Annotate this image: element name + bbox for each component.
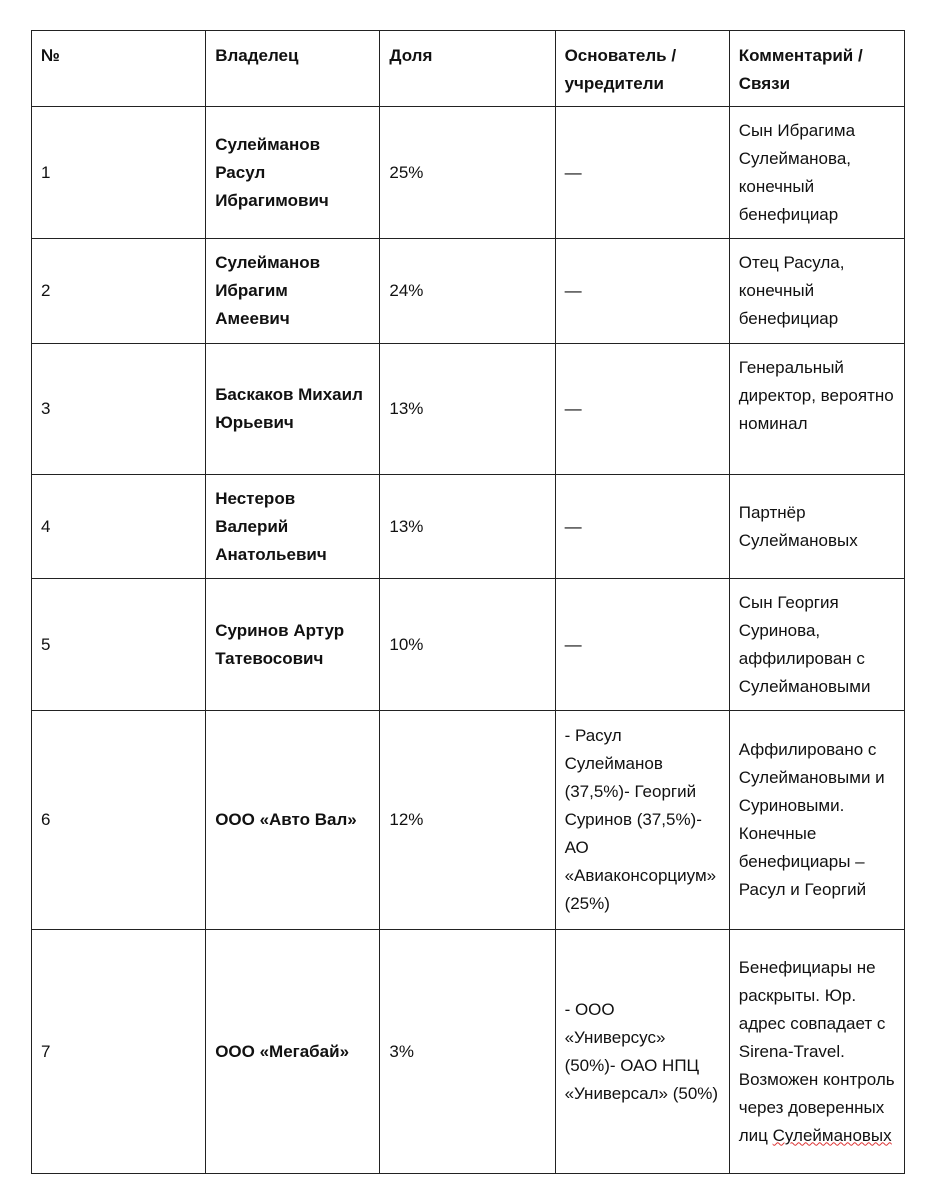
cell-num: 3	[32, 344, 206, 475]
cell-comment: Генеральный директор, вероятно номинал	[729, 344, 904, 475]
cell-comment: Сын Ибрагима Сулейманова, конечный бенефициар	[729, 107, 904, 239]
table-row	[32, 711, 905, 930]
cell-share: 10%	[380, 579, 555, 711]
cell-share: 25%	[380, 107, 555, 239]
header-comment: Комментарий / Связи	[729, 31, 904, 107]
table-row	[32, 579, 905, 711]
cell-comment	[729, 930, 904, 1174]
cell-num: 6	[32, 711, 206, 930]
cell-founder: —	[555, 475, 729, 579]
cell-owner: Сулейманов Расул Ибрагимович	[206, 107, 380, 239]
table-row	[32, 239, 905, 344]
cell-founder: —	[555, 239, 729, 344]
ownership-table-container	[31, 30, 905, 1174]
cell-owner: ООО «Мегабай»	[206, 930, 380, 1174]
cell-comment-spellcheck-word: Сулеймановых	[772, 1125, 892, 1145]
cell-num: 2	[32, 239, 206, 344]
table-header-row	[32, 31, 905, 107]
cell-share: 13%	[380, 344, 555, 475]
cell-comment-text: Бенефициары не раскрыты. Юр. адрес совпадает с Sirena-Travel. Возможен контроль через доверенных лиц	[738, 957, 895, 1145]
cell-owner: Суринов Артур Татевосович	[206, 579, 380, 711]
cell-num: 7	[32, 930, 206, 1174]
ownership-table	[31, 30, 905, 1174]
header-founder: Основатель / учредители	[555, 31, 729, 107]
header-num: №	[32, 31, 206, 107]
cell-owner: Нестеров Валерий Анатольевич	[206, 475, 380, 579]
table-row	[32, 475, 905, 579]
cell-owner: Баскаков Михаил Юрьевич	[206, 344, 380, 475]
cell-share: 12%	[380, 711, 555, 930]
cell-comment: Отец Расула, конечный бенефициар	[729, 239, 904, 344]
cell-founder: —	[555, 344, 729, 475]
cell-owner: ООО «Авто Вал»	[206, 711, 380, 930]
cell-comment: Партнёр Сулеймановых	[729, 475, 904, 579]
cell-founder: —	[555, 579, 729, 711]
cell-owner: Сулейманов Ибрагим Амеевич	[206, 239, 380, 344]
cell-founder: - Расул Сулейманов (37,5%)- Георгий Суринов (37,5%)- АО «Авиаконсорциум» (25%)	[555, 711, 729, 930]
cell-num: 4	[32, 475, 206, 579]
table-row	[32, 107, 905, 239]
cell-comment: Сын Георгия Суринова, аффилирован с Сулеймановыми	[729, 579, 904, 711]
cell-founder: —	[555, 107, 729, 239]
cell-share: 24%	[380, 239, 555, 344]
cell-share: 3%	[380, 930, 555, 1174]
cell-num: 1	[32, 107, 206, 239]
cell-num: 5	[32, 579, 206, 711]
cell-founder: - ООО «Универсус» (50%)- ОАО НПЦ «Универсал» (50%)	[555, 930, 729, 1174]
header-share: Доля	[380, 31, 555, 107]
table-row	[32, 344, 905, 475]
header-owner: Владелец	[206, 31, 380, 107]
cell-comment: Аффилировано с Сулеймановыми и Суриновыми. Конечные бенефициары – Расул и Георгий	[729, 711, 904, 930]
cell-share: 13%	[380, 475, 555, 579]
table-row	[32, 930, 905, 1174]
